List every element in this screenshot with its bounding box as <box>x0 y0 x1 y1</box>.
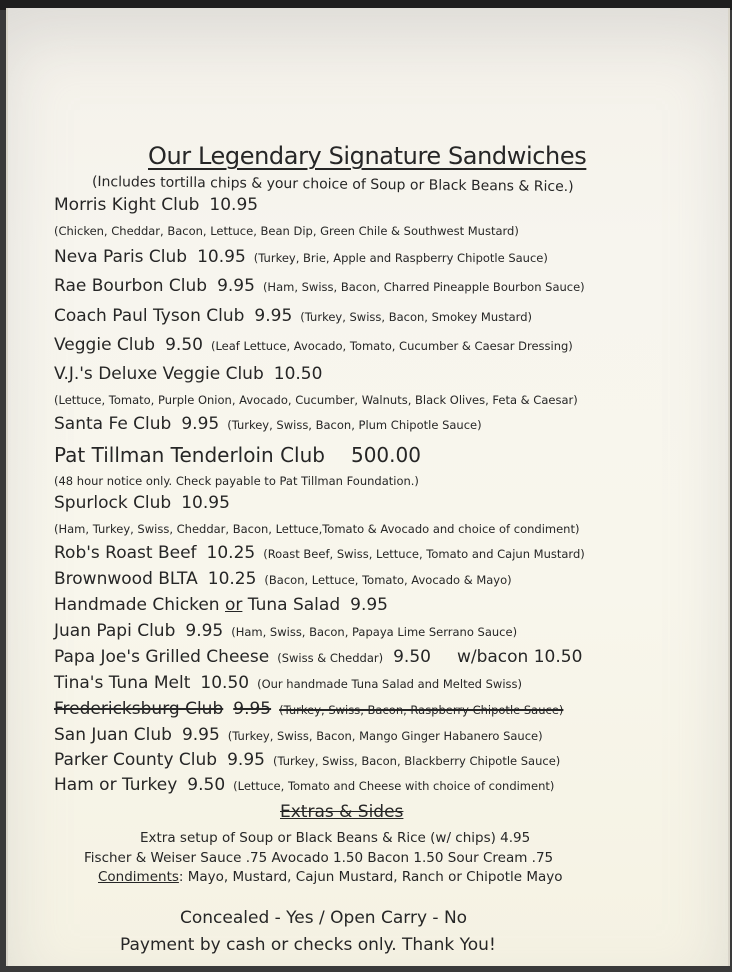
item-description: (Lettuce, Tomato, Purple Onion, Avocado, Cucumber, Walnuts, Black Olives, Feta & Caesar) <box>54 393 578 407</box>
item-description: (Turkey, Swiss, Bacon, Plum Chipotle Sauce) <box>227 418 482 432</box>
menu-item <box>54 275 585 298</box>
item-description: (Turkey, Swiss, Bacon, Smokey Mustard) <box>300 310 532 324</box>
item-price: 9.95 <box>217 276 255 296</box>
menu-item-struck <box>54 698 563 721</box>
item-price: 10.25 <box>207 569 257 589</box>
item-price: 10.50 <box>273 364 323 384</box>
item-description: (Turkey, Swiss, Bacon, Mango Ginger Habanero Sauce) <box>227 729 543 743</box>
item-price: 10.25 <box>206 543 256 563</box>
item-name: Coach Paul Tyson Club <box>54 306 245 326</box>
menu-item <box>54 542 585 565</box>
item-price: 9.50 <box>393 647 431 667</box>
menu-item <box>54 363 322 385</box>
item-description: (Ham, Swiss, Bacon, Papaya Lime Serrano Sauce) <box>231 625 518 639</box>
item-price: 9.95 <box>350 595 388 615</box>
menu-subtitle: (Includes tortilla chips & your choice of Soup or Black Beans & Rice.) <box>91 174 574 196</box>
item-name: Pat Tillman Tenderloin Club <box>54 443 325 467</box>
item-name: Morris Kight Club <box>54 195 200 215</box>
menu-item <box>54 594 388 616</box>
item-description: (Bacon, Lettuce, Tomato, Avocado & Mayo) <box>264 573 512 587</box>
menu-item <box>54 305 532 328</box>
menu-title: Our Legendary Signature Sandwiches <box>148 142 587 170</box>
item-description: (Turkey, Swiss, Bacon, Raspberry Chipotle Sauce) <box>279 703 564 717</box>
item-price: 9.95 <box>185 621 224 641</box>
item-name: Juan Papi Club <box>54 621 176 641</box>
item-description: (Turkey, Swiss, Bacon, Blackberry Chipotle Sauce) <box>272 754 561 768</box>
item-price: 9.95 <box>227 750 265 770</box>
menu-item <box>54 724 543 747</box>
item-description: (Turkey, Brie, Apple and Raspberry Chipotle Sauce) <box>253 251 548 265</box>
item-name: Rob's Roast Beef <box>54 543 197 563</box>
item-price: 10.50 <box>200 673 250 693</box>
item-name: Spurlock Club <box>54 493 172 513</box>
item-price: 10.95 <box>181 493 230 513</box>
item-name: Ham or Turkey <box>54 775 178 795</box>
item-name: Fredericksburg Club <box>54 699 224 719</box>
item-name: Santa Fe Club <box>54 414 172 434</box>
menu-item <box>54 194 258 216</box>
item-price: 9.50 <box>165 335 203 355</box>
item-description: (Ham, Turkey, Swiss, Cheddar, Bacon, Lettuce,Tomato & Avocado and choice of condiment) <box>54 522 580 536</box>
item-price: 9.50 <box>187 775 226 795</box>
item-name: Parker County Club <box>54 750 218 770</box>
item-price: 500.00 <box>350 443 421 467</box>
carry-policy: Concealed - Yes / Open Carry - No <box>180 908 468 928</box>
item-name: Rae Bourbon Club <box>54 276 208 296</box>
item-price: 10.95 <box>197 247 246 267</box>
menu-paper <box>6 8 730 966</box>
extras-line: Fischer & Weiser Sauce .75 Avocado 1.50 Bacon 1.50 Sour Cream .75 <box>84 850 554 866</box>
item-price: 9.95 <box>233 699 272 719</box>
extras-title: Extras & Sides <box>280 802 404 822</box>
item-name-part: Tuna Salad <box>247 595 341 615</box>
menu-item <box>54 334 573 357</box>
item-price: 9.95 <box>254 306 293 326</box>
condiments-label: Condiments <box>98 869 179 885</box>
item-price: 9.95 <box>181 414 220 434</box>
item-description: (Swiss & Cheddar) <box>277 651 384 665</box>
menu-item <box>54 444 421 468</box>
item-name: Papa Joe's Grilled Cheese <box>54 647 270 667</box>
item-name: Veggie Club <box>54 335 156 355</box>
item-price: 10.95 <box>209 195 259 215</box>
menu-item <box>54 774 554 797</box>
item-description: (Ham, Swiss, Bacon, Charred Pineapple Bourbon Sauce) <box>262 280 585 294</box>
menu-content <box>8 8 728 966</box>
item-extra: w/bacon 10.50 <box>456 647 583 667</box>
menu-item <box>54 672 522 695</box>
item-name: Brownwood BLTA <box>54 569 198 589</box>
item-name: San Juan Club <box>54 725 172 745</box>
item-name-part: Handmade Chicken <box>54 595 220 615</box>
item-price: 9.95 <box>181 725 220 745</box>
condiments-list: : Mayo, Mustard, Cajun Mustard, Ranch or Chipotle Mayo <box>178 869 563 885</box>
item-description: (Chicken, Cheddar, Bacon, Lettuce, Bean Dip, Green Chile & Southwest Mustard) <box>54 224 519 238</box>
menu-item <box>54 568 512 591</box>
menu-item <box>54 620 517 643</box>
item-name: V.J.'s Deluxe Veggie Club <box>54 364 264 384</box>
menu-item <box>54 413 482 436</box>
payment-policy: Payment by cash or checks only. Thank You! <box>120 935 496 955</box>
menu-item <box>54 246 548 269</box>
item-description: (Leaf Lettuce, Avocado, Tomato, Cucumber & Caesar Dressing) <box>210 339 573 353</box>
item-description: (Roast Beef, Swiss, Lettuce, Tomato and Cajun Mustard) <box>263 547 585 561</box>
item-description: (Our handmade Tuna Salad and Melted Swiss) <box>257 677 522 691</box>
extras-line: Extra setup of Soup or Black Beans & Rice (w/ chips) 4.95 <box>140 830 531 846</box>
menu-item <box>54 749 560 772</box>
item-name: Neva Paris Club <box>54 247 188 267</box>
condiments-line <box>98 869 563 885</box>
item-name: Tina's Tuna Melt <box>54 673 191 693</box>
item-name-or: or <box>225 595 243 615</box>
menu-item <box>54 646 582 669</box>
item-description: (48 hour notice only. Check payable to Pat Tillman Foundation.) <box>54 474 419 488</box>
menu-item <box>54 492 230 514</box>
item-description: (Lettuce, Tomato and Cheese with choice of condiment) <box>233 779 555 793</box>
